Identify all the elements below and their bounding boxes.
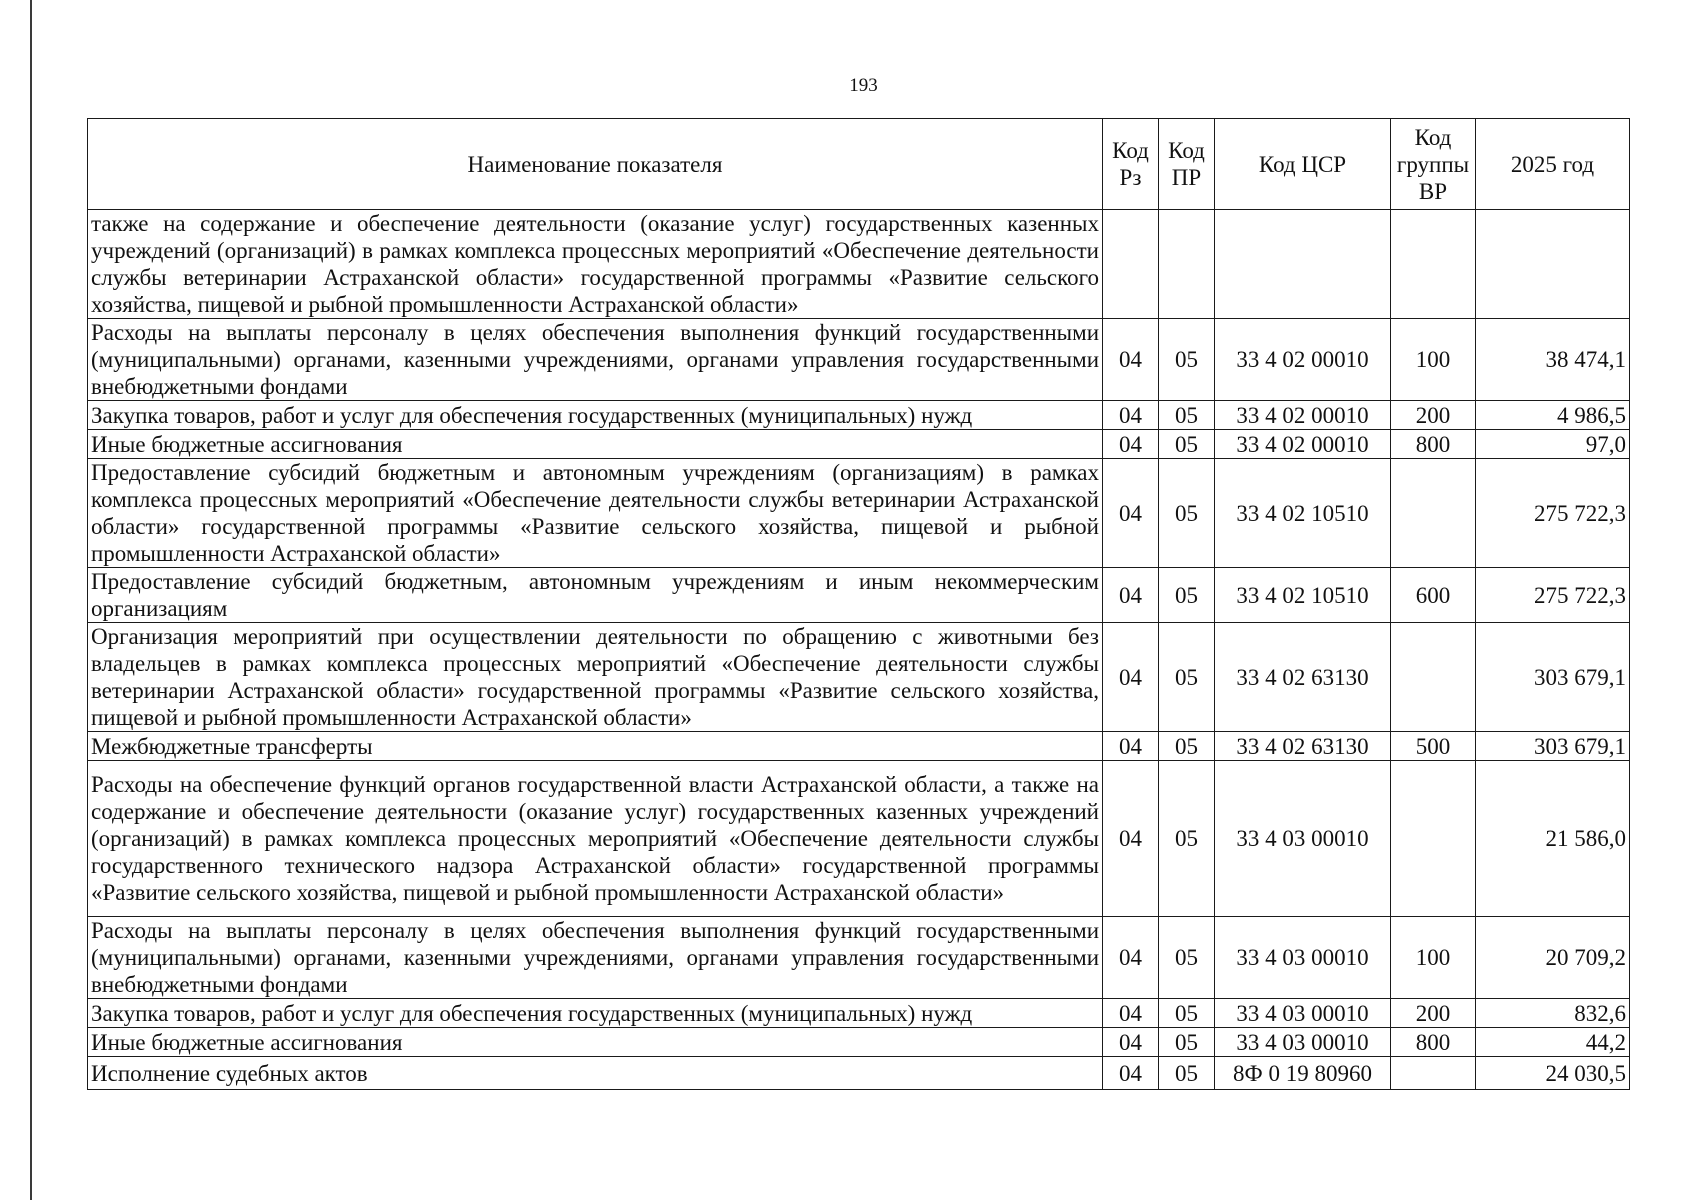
table-row bbox=[88, 401, 1630, 430]
table-row bbox=[88, 210, 1630, 319]
table-row bbox=[88, 319, 1630, 401]
row-csr-cell: 33 4 03 00010 bbox=[1215, 761, 1391, 917]
table-row bbox=[88, 761, 1630, 917]
row-name-cell: Исполнение судебных актов bbox=[88, 1057, 1103, 1090]
row-rz-cell: 04 bbox=[1103, 1057, 1159, 1090]
row-vr-cell: 800 bbox=[1391, 430, 1476, 459]
row-pr-cell: 05 bbox=[1159, 999, 1215, 1028]
row-csr-cell: 33 4 02 63130 bbox=[1215, 732, 1391, 761]
table-row bbox=[88, 917, 1630, 999]
row-name-cell: Закупка товаров, работ и услуг для обеспечения государственных (муниципальных) нужд bbox=[88, 401, 1103, 430]
table-body bbox=[88, 210, 1630, 1090]
row-vr-cell: 200 bbox=[1391, 999, 1476, 1028]
table-row bbox=[88, 999, 1630, 1028]
header-year: 2025 год bbox=[1476, 119, 1630, 210]
row-name-cell: Расходы на выплаты персоналу в целях обеспечения выполнения функций государственными (муниципальными) органами, казенными учреждениями, органами управления государственными внебюджетными фондами bbox=[88, 917, 1103, 999]
row-pr-cell: 05 bbox=[1159, 1057, 1215, 1090]
row-pr-cell: 05 bbox=[1159, 568, 1215, 623]
page-number: 193 bbox=[849, 75, 878, 96]
row-name-cell: Организация мероприятий при осуществлении деятельности по обращению с животными без владельцев в рамках комплекса процессных мероприятий «Обеспечение деятельности службы ветеринарии Астраханской области» государственной программы «Развитие сельского хозяйства, пищевой и рыбной промышленности Астраханской области» bbox=[88, 623, 1103, 732]
row-csr-cell: 33 4 03 00010 bbox=[1215, 1028, 1391, 1057]
row-csr-cell: 33 4 02 00010 bbox=[1215, 319, 1391, 401]
row-rz-cell: 04 bbox=[1103, 401, 1159, 430]
row-vr-cell: 500 bbox=[1391, 732, 1476, 761]
row-pr-cell: 05 bbox=[1159, 430, 1215, 459]
row-csr-cell: 8Ф 0 19 80960 bbox=[1215, 1057, 1391, 1090]
row-amount-cell bbox=[1476, 210, 1630, 319]
row-vr-cell: 600 bbox=[1391, 568, 1476, 623]
row-amount-cell: 4 986,5 bbox=[1476, 401, 1630, 430]
row-name-cell: также на содержание и обеспечение деятельности (оказание услуг) государственных казенных учреждений (организаций) в рамках комплекса процессных мероприятий «Обеспечение деятельности службы ветеринарии Астраханской области» государственной программы «Развитие сельского хозяйства, пищевой и рыбной промышленности Астраханской области» bbox=[88, 210, 1103, 319]
row-amount-cell: 97,0 bbox=[1476, 430, 1630, 459]
row-pr-cell: 05 bbox=[1159, 732, 1215, 761]
row-vr-cell: 100 bbox=[1391, 917, 1476, 999]
row-csr-cell: 33 4 03 00010 bbox=[1215, 917, 1391, 999]
row-rz-cell: 04 bbox=[1103, 459, 1159, 568]
table-row bbox=[88, 1057, 1630, 1090]
row-csr-cell: 33 4 02 00010 bbox=[1215, 401, 1391, 430]
row-rz-cell: 04 bbox=[1103, 430, 1159, 459]
row-name-cell: Иные бюджетные ассигнования bbox=[88, 430, 1103, 459]
row-pr-cell: 05 bbox=[1159, 459, 1215, 568]
row-csr-cell: 33 4 02 63130 bbox=[1215, 623, 1391, 732]
row-pr-cell: 05 bbox=[1159, 623, 1215, 732]
row-csr-cell: 33 4 02 10510 bbox=[1215, 459, 1391, 568]
header-name: Наименование показателя bbox=[88, 119, 1103, 210]
left-margin-rule bbox=[30, 0, 32, 1200]
row-rz-cell: 04 bbox=[1103, 319, 1159, 401]
row-rz-cell bbox=[1103, 210, 1159, 319]
row-amount-cell: 303 679,1 bbox=[1476, 732, 1630, 761]
table-header bbox=[88, 119, 1630, 210]
header-rz: Код Рз bbox=[1103, 119, 1159, 210]
table-row bbox=[88, 430, 1630, 459]
row-csr-cell: 33 4 02 10510 bbox=[1215, 568, 1391, 623]
header-vr: Код группы ВР bbox=[1391, 119, 1476, 210]
row-pr-cell: 05 bbox=[1159, 1028, 1215, 1057]
row-rz-cell: 04 bbox=[1103, 568, 1159, 623]
row-pr-cell: 05 bbox=[1159, 917, 1215, 999]
row-csr-cell: 33 4 03 00010 bbox=[1215, 999, 1391, 1028]
row-amount-cell: 24 030,5 bbox=[1476, 1057, 1630, 1090]
row-amount-cell: 21 586,0 bbox=[1476, 761, 1630, 917]
row-vr-cell bbox=[1391, 623, 1476, 732]
table-row bbox=[88, 623, 1630, 732]
row-vr-cell: 100 bbox=[1391, 319, 1476, 401]
row-amount-cell: 275 722,3 bbox=[1476, 459, 1630, 568]
row-name-cell: Расходы на выплаты персоналу в целях обеспечения выполнения функций государственными (муниципальными) органами, казенными учреждениями, органами управления государственными внебюджетными фондами bbox=[88, 319, 1103, 401]
row-name-cell: Иные бюджетные ассигнования bbox=[88, 1028, 1103, 1057]
table-row bbox=[88, 459, 1630, 568]
row-vr-cell bbox=[1391, 1057, 1476, 1090]
row-rz-cell: 04 bbox=[1103, 999, 1159, 1028]
row-rz-cell: 04 bbox=[1103, 1028, 1159, 1057]
row-amount-cell: 832,6 bbox=[1476, 999, 1630, 1028]
row-vr-cell: 200 bbox=[1391, 401, 1476, 430]
row-vr-cell bbox=[1391, 210, 1476, 319]
row-rz-cell: 04 bbox=[1103, 761, 1159, 917]
row-amount-cell: 44,2 bbox=[1476, 1028, 1630, 1057]
row-rz-cell: 04 bbox=[1103, 623, 1159, 732]
row-name-cell: Предоставление субсидий бюджетным и автономным учреждениям (организациям) в рамках комплекса процессных мероприятий «Обеспечение деятельности службы ветеринарии Астраханской области» государственной программы «Развитие сельского хозяйства, пищевой и рыбной промышленности Астраханской области» bbox=[88, 459, 1103, 568]
table-row bbox=[88, 1028, 1630, 1057]
row-rz-cell: 04 bbox=[1103, 732, 1159, 761]
row-pr-cell: 05 bbox=[1159, 401, 1215, 430]
row-amount-cell: 303 679,1 bbox=[1476, 623, 1630, 732]
row-name-cell: Предоставление субсидий бюджетным, автономным учреждениям и иным некоммерческим организациям bbox=[88, 568, 1103, 623]
table-row bbox=[88, 568, 1630, 623]
row-pr-cell: 05 bbox=[1159, 761, 1215, 917]
row-csr-cell bbox=[1215, 210, 1391, 319]
row-pr-cell: 05 bbox=[1159, 319, 1215, 401]
row-name-cell: Закупка товаров, работ и услуг для обеспечения государственных (муниципальных) нужд bbox=[88, 999, 1103, 1028]
row-amount-cell: 20 709,2 bbox=[1476, 917, 1630, 999]
table-row bbox=[88, 732, 1630, 761]
row-amount-cell: 275 722,3 bbox=[1476, 568, 1630, 623]
budget-table bbox=[87, 118, 1630, 1090]
row-name-cell: Расходы на обеспечение функций органов государственной власти Астраханской области, а также на содержание и обеспечение деятельности (оказание услуг) государственных казенных учреждений (организаций) в рамках комплекса процессных мероприятий «Обеспечение деятельности службы государственного технического надзора Астраханской области» государственной программы «Развитие сельского хозяйства, пищевой и рыбной промышленности Астраханской области» bbox=[88, 761, 1103, 917]
row-pr-cell bbox=[1159, 210, 1215, 319]
row-amount-cell: 38 474,1 bbox=[1476, 319, 1630, 401]
row-csr-cell: 33 4 02 00010 bbox=[1215, 430, 1391, 459]
row-rz-cell: 04 bbox=[1103, 917, 1159, 999]
header-csr: Код ЦСР bbox=[1215, 119, 1391, 210]
row-name-cell: Межбюджетные трансферты bbox=[88, 732, 1103, 761]
row-vr-cell: 800 bbox=[1391, 1028, 1476, 1057]
row-vr-cell bbox=[1391, 459, 1476, 568]
row-vr-cell bbox=[1391, 761, 1476, 917]
header-row bbox=[88, 119, 1630, 210]
header-pr: Код ПР bbox=[1159, 119, 1215, 210]
